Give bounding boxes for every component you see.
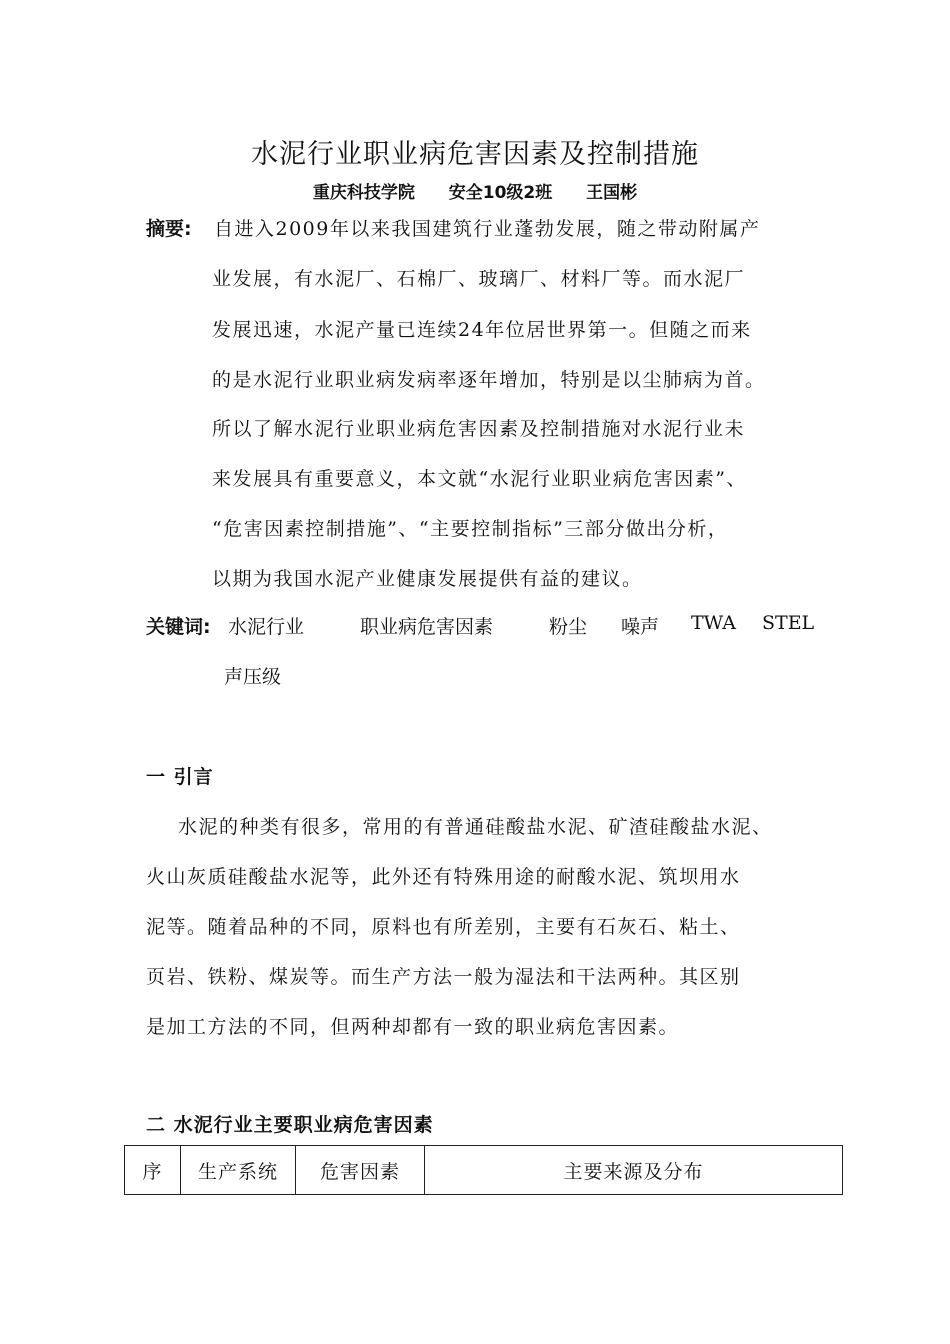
paragraph-line: 泥等。随着品种的不同，原料也有所差别，主要有石灰石、粘土、 — [146, 916, 741, 938]
paragraph-line: 页岩、铁粉、煤炭等。而生产方法一般为湿法和干法两种。其区别 — [146, 966, 741, 988]
abstract-line: 的是水泥行业职业病发病率逐年增加，特别是以尘肺病为首。 — [212, 369, 766, 391]
paragraph-line: 是加工方法的不同，但两种却都有一致的职业病危害因素。 — [146, 1016, 680, 1038]
abstract-line: 所以了解水泥行业职业病危害因素及控制措施对水泥行业未 — [212, 418, 746, 440]
table-header-cell: 主要来源及分布 — [425, 1146, 843, 1195]
paragraph-line: 火山灰质硅酸盐水泥等，此外还有特殊用途的耐酸水泥、筑坝用水 — [146, 866, 741, 888]
author-line — [0, 178, 950, 203]
abstract-line: 来发展具有重要意义，本文就“水泥行业职业病危害因素”、 — [212, 468, 747, 490]
abstract-line: 以期为我国水泥产业健康发展提供有益的建议。 — [212, 568, 643, 590]
author-name: 王国彬 — [586, 183, 638, 203]
table-header-cell: 序 — [125, 1146, 181, 1195]
hazard-table — [124, 1145, 843, 1195]
table-header-row — [125, 1146, 843, 1195]
abstract-line: “危害因素控制措施”、“主要控制指标”三部分做出分析， — [212, 518, 729, 540]
keyword: TWA — [691, 612, 736, 634]
document-title: 水泥行业职业病危害因素及控制措施 — [251, 139, 699, 170]
paragraph-line: 水泥的种类有很多，常用的有普通硅酸盐水泥、矿渣硅酸盐水泥、 — [178, 816, 773, 838]
keywords-label: 关键词: — [146, 616, 211, 638]
keyword: 噪声 — [621, 616, 660, 638]
keyword: STEL — [762, 612, 815, 634]
class-name: 安全10级2班 — [448, 183, 553, 203]
keyword: 声压级 — [224, 666, 282, 688]
abstract-line: 发展迅速，水泥产量已连续24年位居世界第一。但随之而来 — [212, 319, 752, 341]
keyword: 水泥行业 — [228, 616, 305, 638]
section-heading: 二 水泥行业主要职业病危害因素 — [146, 1114, 434, 1136]
abstract-line: 业发展，有水泥厂、石棉厂、玻璃厂、材料厂等。而水泥厂 — [212, 268, 746, 290]
abstract-label: 摘要: — [146, 218, 192, 240]
keyword: 粉尘 — [549, 616, 588, 638]
table-header-cell: 危害因素 — [296, 1146, 425, 1195]
section-heading: 一 引言 — [146, 766, 214, 788]
table-header-cell: 生产系统 — [181, 1146, 296, 1195]
abstract-line: 自进入2009年以来我国建筑行业蓬勃发展，随之带动附属产 — [214, 218, 761, 240]
keyword: 职业病危害因素 — [360, 616, 494, 638]
institution: 重庆科技学院 — [312, 183, 415, 203]
